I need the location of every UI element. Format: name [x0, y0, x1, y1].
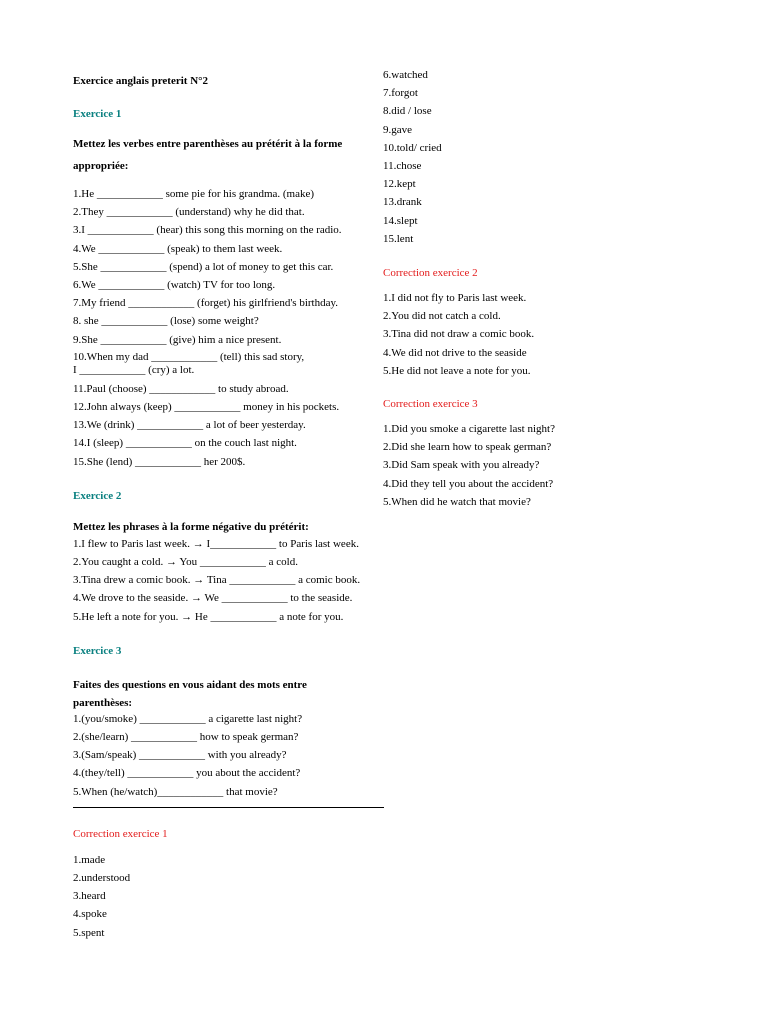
list-item: 10.When my dad ____________ (tell) this sad story,	[73, 350, 305, 363]
list-item: 6.watched	[383, 69, 428, 81]
correction-3-list	[383, 420, 683, 511]
list-item: 3.Tina did not draw a comic book.	[383, 328, 535, 341]
list-item: 4.We drove to the seaside. → We ____________ to the seaside.	[73, 592, 353, 605]
list-item: 5.He did not leave a note for you.	[383, 364, 531, 377]
list-item: 2.You caught a cold. → You ____________ a cold.	[73, 556, 298, 569]
list-item: 1.made	[73, 853, 106, 866]
list-item: 1.I did not fly to Paris last week.	[383, 292, 527, 305]
list-item: 9.gave	[383, 123, 413, 136]
exercise-1-list	[73, 185, 393, 471]
list-item: 5.spent	[73, 926, 105, 939]
list-item: 1.(you/smoke) ____________ a cigarette last night?	[73, 712, 303, 725]
correction-1-heading: Correction exercice 1	[73, 827, 168, 840]
list-item: 1.I flew to Paris last week. → I____________ to Paris last week.	[73, 537, 359, 550]
instruction-line: appropriée:	[73, 160, 129, 172]
list-item: 6.We ____________ (watch) TV for too long.	[73, 279, 276, 292]
list-item: 2.They ____________ (understand) why he did that.	[73, 206, 305, 219]
list-item: 2.Did she learn how to speak german?	[383, 441, 552, 454]
left-column	[73, 72, 393, 942]
list-item: 8. she ____________ (lose) some weight?	[73, 315, 259, 328]
list-item: 10.told/ cried	[383, 141, 442, 154]
separator-line	[73, 807, 384, 808]
exercise-2-list	[73, 535, 393, 626]
list-item: 15.She (lend) ____________ her 200$.	[73, 455, 246, 468]
list-item: 9.She ____________ (give) him a nice present.	[73, 333, 282, 346]
list-item: 11.Paul (choose) ____________ to study abroad.	[73, 382, 289, 395]
list-item: 4.(they/tell) ____________ you about the accident?	[73, 767, 301, 780]
list-item: 3.heard	[73, 890, 106, 903]
exercise-2-heading: Exercice 2	[73, 489, 122, 502]
list-item: 5.When (he/watch)____________ that movie?	[73, 785, 278, 798]
list-item: 2.(she/learn) ____________ how to speak german?	[73, 731, 299, 744]
list-item: 3.(Sam/speak) ____________ with you already?	[73, 749, 287, 762]
list-item: 5.When did he watch that movie?	[383, 495, 531, 508]
exercise-3-heading: Exercice 3	[73, 644, 122, 657]
correction-2-heading: Correction exercice 2	[383, 267, 478, 280]
list-item: 2.You did not catch a cold.	[383, 310, 501, 323]
document-title: Exercice anglais preterit N°2	[73, 75, 209, 87]
list-item: 5.He left a note for you. → He ____________ a note for you.	[73, 610, 344, 623]
list-item: 15.lent	[383, 232, 414, 245]
exercise-1-instruction	[73, 133, 393, 177]
correction-2-list	[383, 289, 683, 380]
list-item: 11.chose	[383, 160, 422, 173]
correction-1-list-continued	[383, 66, 683, 248]
exercise-2-instruction: Mettez les phrases à la forme négative du prétérit:	[73, 520, 309, 533]
list-item: 3.I ____________ (hear) this song this morning on the radio.	[73, 224, 342, 237]
list-item: 4.spoke	[73, 908, 107, 921]
list-item: 12.kept	[383, 178, 416, 191]
list-item: 4.We ____________ (speak) to them last week.	[73, 242, 283, 255]
list-item: 5.She ____________ (spend) a lot of money to get this car.	[73, 260, 334, 273]
list-item: I ____________ (cry) a lot.	[73, 363, 195, 376]
list-item: 4.We did not drive to the seaside	[383, 346, 527, 359]
exercise-3-list	[73, 710, 393, 801]
list-item: 7.My friend ____________ (forget) his girlfriend's birthday.	[73, 297, 339, 310]
list-item: 4.Did they tell you about the accident?	[383, 477, 554, 490]
correction-1-list	[73, 851, 393, 942]
instruction-line: Faites des questions en vous aidant des mots entre	[73, 678, 307, 691]
list-item: 2.understood	[73, 872, 131, 885]
exercise-1-heading: Exercice 1	[73, 108, 122, 120]
list-item: 12.John always (keep) ____________ money in his pockets.	[73, 401, 340, 414]
instruction-line: parenthèses:	[73, 696, 133, 709]
list-item: 13.We (drink) ____________ a lot of beer yesterday.	[73, 419, 306, 432]
list-item: 3.Tina drew a comic book. → Tina ____________ a comic book.	[73, 574, 361, 587]
list-item: 14.slept	[383, 214, 418, 227]
list-item: 7.forgot	[383, 87, 418, 100]
list-item: 1.Did you smoke a cigarette last night?	[383, 423, 555, 436]
list-item: 13.drank	[383, 196, 422, 209]
instruction-line: Mettez les verbes entre parenthèses au prétérit à la forme	[73, 138, 343, 150]
correction-3-heading: Correction exercice 3	[383, 398, 478, 411]
exercise-3-instruction	[73, 674, 393, 710]
list-item: 8.did / lose	[383, 105, 432, 118]
list-item: 3.Did Sam speak with you already?	[383, 459, 540, 472]
list-item: 1.He ____________ some pie for his grandma. (make)	[73, 188, 315, 200]
list-item: 14.I (sleep) ____________ on the couch last night.	[73, 437, 297, 450]
right-column	[383, 66, 683, 511]
